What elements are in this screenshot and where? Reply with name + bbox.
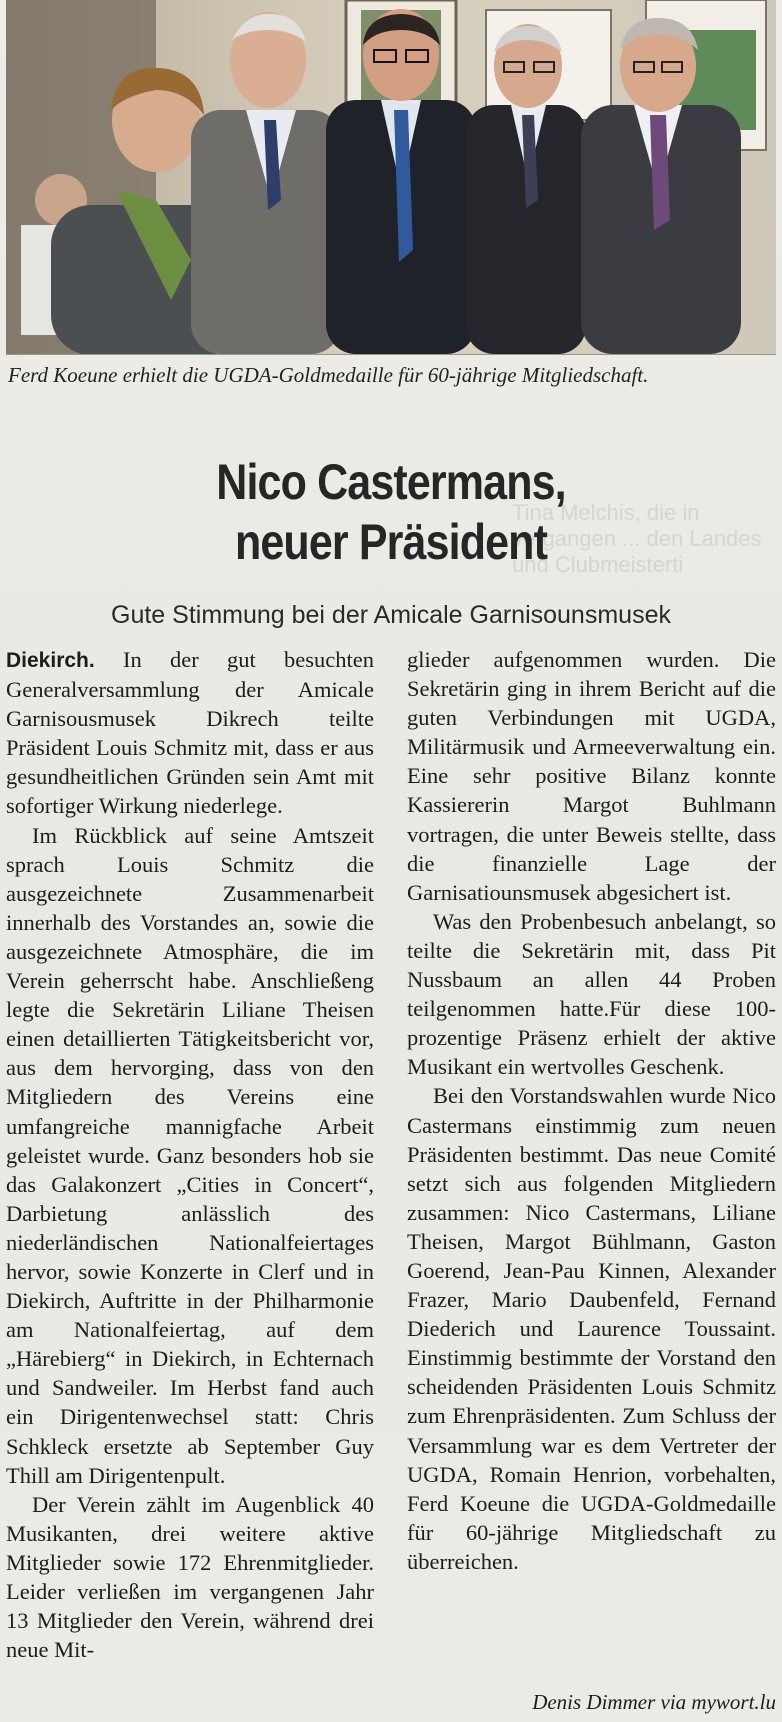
photo-caption: Ferd Koeune erhielt die UGDA-Goldmedaille für 60-jährige Mitgliedschaft. bbox=[8, 363, 649, 387]
paragraph bbox=[6, 645, 374, 821]
bleed-through-text: Tina Melchis, die in vergangen ... den Landes und Clubmeisterti bbox=[512, 500, 762, 577]
photo-credit: Denis Dimmer via mywort.lu bbox=[532, 1690, 776, 1714]
dateline: Diekirch. bbox=[6, 649, 95, 672]
group-photo-illustration bbox=[6, 0, 776, 354]
paragraph: glieder aufgenommen wurden. Die Sekretärin ging in ihrem Bericht auf die guten Verbindungen mit UGDA, Militärmusik und Armeeverwaltung ein. Eine sehr positive Bilanz konnte Kassiererin Margot Buhlmann vortragen, die unter Beweis stellte, dass die finanzielle Lage der Garnisatiounsmusek abgesichert ist. bbox=[407, 647, 776, 905]
article-photo bbox=[6, 0, 776, 355]
article-column-left bbox=[6, 645, 374, 1664]
subheadline: Gute Stimmung bei der Amicale Garnisounsmusek bbox=[111, 601, 671, 629]
paragraph-text: In der gut besuchten Generalversammlung der Amicale Garnisousmusek Dikrech teilte Präsident Louis Schmitz mit, dass er aus gesundheitlichen Gründen sein Amt mit sofortiger Wirkung niederlege. bbox=[6, 647, 374, 819]
headline-line-1: Nico Castermans, bbox=[216, 454, 566, 510]
headline bbox=[55, 452, 728, 572]
headline-line-2: neuer Präsident bbox=[234, 514, 548, 570]
paragraph: Der Verein zählt im Augenblick 40 Musikanten, drei weitere aktive Mitglieder sowie 172 Ehrenmitglieder. Leider verließen im vergangenen Jahr 13 Mitglieder den Verein, während drei neue Mit- bbox=[6, 1491, 374, 1663]
paragraph: Was den Probenbesuch anbelangt, so teilte die Sekretärin mit, dass Pit Nussbaum an allen 44 Proben teilgenommen hatte.Für diese 100-prozentige Präsenz erhielt der aktive Musikant ein wertvolles Geschenk. bbox=[407, 908, 776, 1080]
paragraph: Im Rückblick auf seine Amtszeit sprach Louis Schmitz die ausgezeichnete Zusammenarbeit innerhalb des Vorstandes an, sowie die ausgezeichnete Atmosphäre, die im Verein geherrscht habe. Anschließeng legte die Sekretärin Liliane Theisen einen detaillierten Tätigkeitsbericht vor, aus dem hervorging, dass von den Mitgliedern des Vereins eine umfangreiche mannigfache Arbeit geleistet wurde. Ganz besonders hob sie das Galakonzert „Cities in Concert“, Darbietung anlässlich des niederländischen Nationalfeiertages hervor, sowie Konzerte in Clerf und in Diekirch, Auftritte in der Philharmonie am Nationalfeiertag, auf dem „Härebierg“ in Diekirch, in Echternach und Sandweiler. Im Herbst fand auch ein Dirigentenwechsel statt: Chris Schkleck ersetzte ab September Guy Thill am Dirigentenpult. bbox=[6, 822, 374, 1488]
paragraph: Bei den Vorstandswahlen wurde Nico Castermans einstimmig zum neuen Präsidenten bestimmt. Das neue Comité setzt sich aus folgenden Mitgliedern zusammen: Nico Castermans, Liliane Theisen, Margot Bühlmann, Gaston Goerend, Jean-Pau Kinnen, Alexander Frazer, Mario Daubenfeld, Fernand Diederich und Laurence Toussaint. Einstimmig bestimmte der Vorstand den scheidenden Präsidenten Louis Schmitz zum Ehrenpräsidenten. Zum Schluss der Versammlung war es dem Vertreter der UGDA, Romain Henrion, vorbehalten, Ferd Koeune die UGDA-Goldmedaille für 60-jährige Mitgliedschaft zu überreichen. bbox=[407, 1083, 776, 1574]
article-column-right bbox=[407, 645, 776, 1576]
